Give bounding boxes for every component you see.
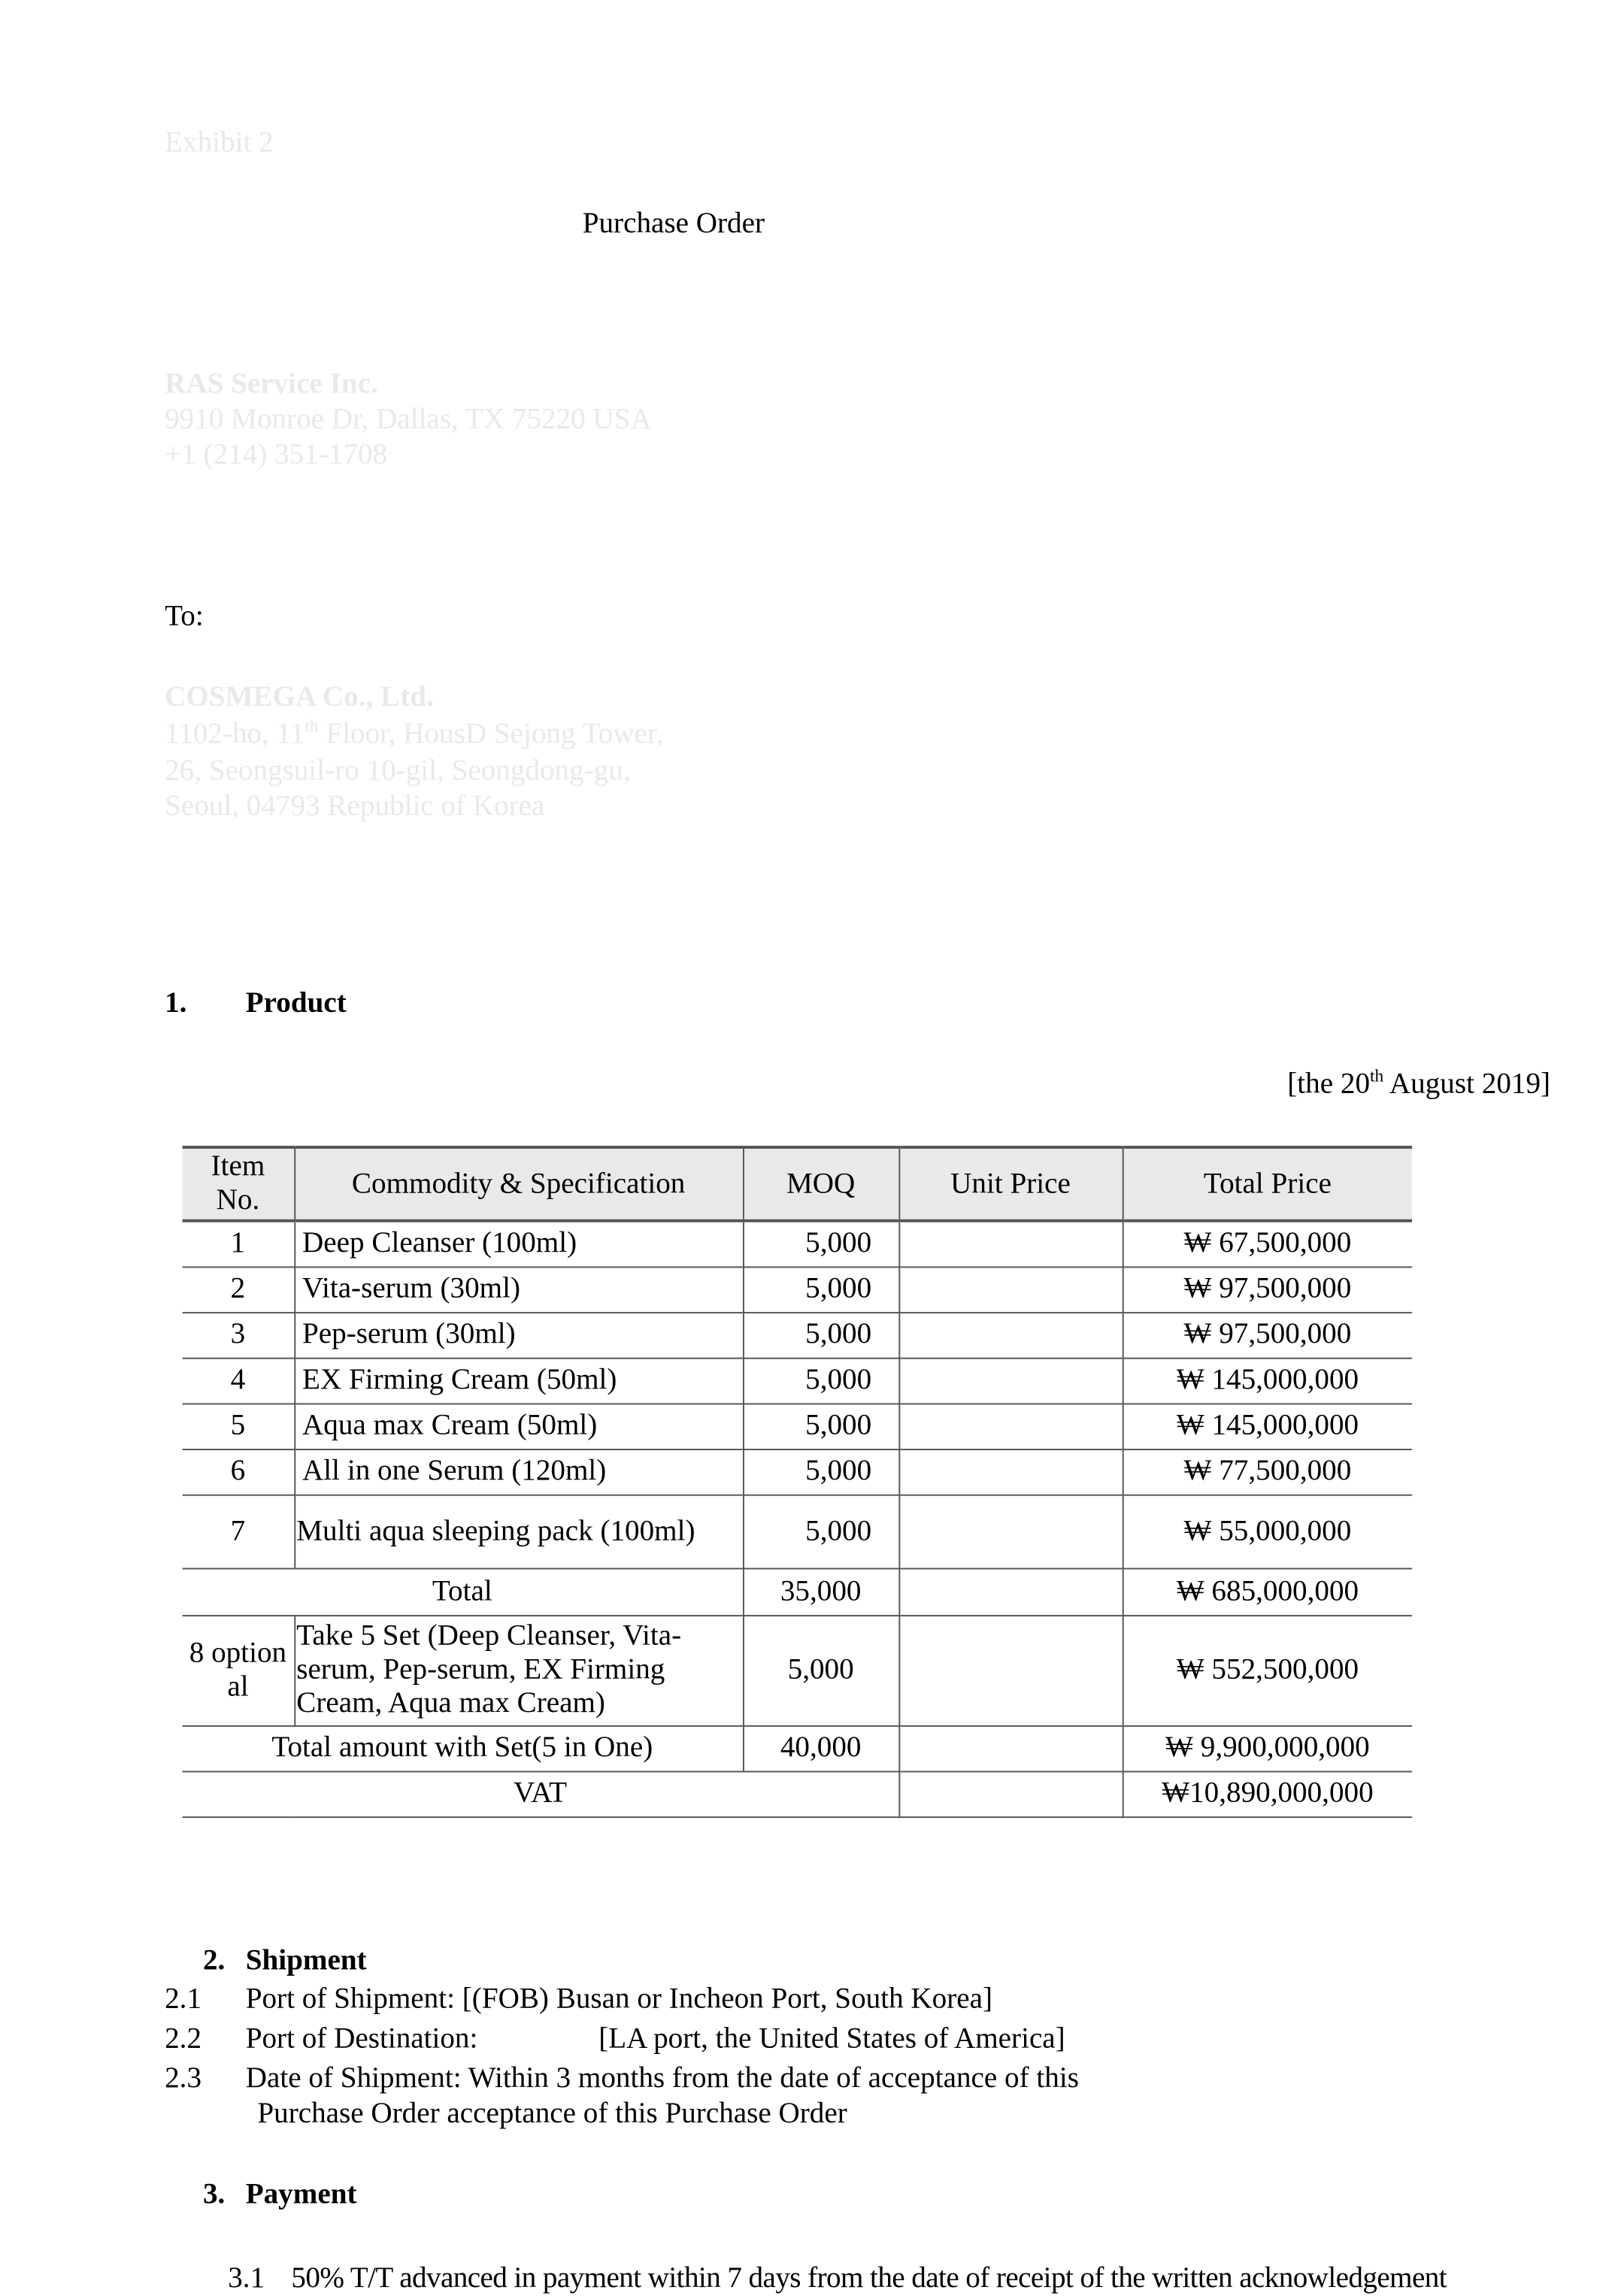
order-date: [the 20th August 2019] [1287,1065,1551,1101]
cell-moq: 5,000 [743,1312,898,1358]
shipment-2-3-number: 2.3 [165,2061,202,2095]
section-3-title: Payment [245,2178,357,2211]
cell-item-no: 1 [183,1221,295,1267]
cell-total-price: ₩ 145,000,000 [1123,1403,1412,1449]
shipment-2-2-label: Port of Destination: [245,2022,478,2055]
section-2-title: Shipment [245,1944,367,1977]
sender-address: 9910 Monroe Dr, Dallas, TX 75220 USA [165,403,652,436]
to-label: To: [165,600,204,633]
shipment-2-1-text: Port of Shipment: [(FOB) Busan or Incheon Port, South Korea] [245,1982,993,2016]
cell-total-price: ₩ 77,500,000 [1123,1449,1412,1495]
recipient-address-line2: 26, Seongsuil-ro 10-gil, Seongdong-gu, [165,754,631,787]
cell-item-no: 2 [183,1266,295,1312]
optional-commodity: Take 5 Set (Deep Cleanser, Vita-serum, Pep-serum, EX Firming Cream, Aqua max Cream) [294,1615,743,1725]
cell-total-price: ₩ 55,000,000 [1123,1495,1412,1568]
table-row [183,1221,1413,1267]
cell-item-no: 5 [183,1403,295,1449]
recipient-address-line3: Seoul, 04793 Republic of Korea [165,789,545,822]
cell-commodity: All in one Serum (120ml) [294,1449,743,1495]
optional-item-no: 8 optional [183,1615,295,1725]
cell-unit-price [898,1266,1122,1312]
cell-item-no: 6 [183,1449,295,1495]
sender-phone: +1 (214) 351-1708 [165,438,388,471]
total-set-unit-price [898,1725,1122,1771]
cell-item-no: 4 [183,1358,295,1404]
total-set-moq: 40,000 [743,1725,898,1771]
table-row [183,1312,1413,1358]
table-row [183,1358,1413,1404]
total-set-label: Total amount with Set(5 in One) [183,1725,743,1771]
table-row [183,1495,1413,1568]
cell-item-no: 3 [183,1312,295,1358]
table-row [183,1403,1413,1449]
total-price: ₩ 685,000,000 [1123,1568,1412,1616]
cell-item-no: 7 [183,1495,295,1568]
recipient-name: COSMEGA Co., Ltd. [165,680,434,713]
page-title: Purchase Order [582,207,765,240]
total-set-price: ₩ 9,900,000,000 [1123,1725,1412,1771]
vat-row [183,1771,1413,1817]
cell-total-price: ₩ 97,500,000 [1123,1312,1412,1358]
payment-3-1-text: 50% T/T advanced in payment within 7 days from the date of receipt of the written acknowledgement [291,2261,1447,2294]
optional-row [183,1615,1413,1725]
cell-moq: 5,000 [743,1449,898,1495]
cell-unit-price [898,1221,1122,1267]
sender-name: RAS Service Inc. [165,368,378,401]
table-header-row [183,1147,1413,1221]
cell-commodity: Aqua max Cream (50ml) [294,1403,743,1449]
section-1-number: 1. [165,986,187,1019]
header-total-price: Total Price [1123,1147,1412,1221]
product-table [183,1146,1413,1817]
cell-unit-price [898,1495,1122,1568]
shipment-2-1-number: 2.1 [165,1982,202,2016]
total-set-row [183,1725,1413,1771]
payment-3-1-number: 3.1 [228,2261,265,2294]
total-label: Total [183,1568,743,1616]
section-2-number: 2. [202,1944,226,1977]
header-unit-price: Unit Price [898,1147,1122,1221]
cell-moq: 5,000 [743,1221,898,1267]
cell-commodity: Deep Cleanser (100ml) [294,1221,743,1267]
shipment-2-2-number: 2.2 [165,2022,202,2055]
header-moq: MOQ [743,1147,898,1221]
cell-moq: 5,000 [743,1495,898,1568]
cell-unit-price [898,1312,1122,1358]
cell-total-price: ₩ 67,500,000 [1123,1221,1412,1267]
vat-unit-price [898,1771,1122,1817]
cell-moq: 5,000 [743,1266,898,1312]
cell-moq: 5,000 [743,1358,898,1404]
table-row [183,1449,1413,1495]
cell-commodity: Pep-serum (30ml) [294,1312,743,1358]
total-row [183,1568,1413,1616]
recipient-address-line1: 1102-ho, 11th Floor, HousD Sejong Tower, [165,715,664,750]
header-commodity: Commodity & Specification [294,1147,743,1221]
cell-commodity: Multi aqua sleeping pack (100ml) [294,1495,743,1568]
optional-unit-price [898,1615,1122,1725]
cell-commodity: EX Firming Cream (50ml) [294,1358,743,1404]
cell-unit-price [898,1358,1122,1404]
section-3-number: 3. [202,2178,226,2211]
total-unit-price [898,1568,1122,1616]
optional-total-price: ₩ 552,500,000 [1123,1615,1412,1725]
cell-unit-price [898,1403,1122,1449]
table-row [183,1266,1413,1312]
cell-total-price: ₩ 97,500,000 [1123,1266,1412,1312]
shipment-2-3-text: Date of Shipment: Within 3 months from the date of acceptance of this [245,2061,1079,2095]
total-moq: 35,000 [743,1568,898,1616]
vat-label: VAT [183,1771,899,1817]
cell-unit-price [898,1449,1122,1495]
vat-total: ₩10,890,000,000 [1123,1771,1412,1817]
shipment-2-3-continuation: Purchase Order acceptance of this Purchase Order [257,2097,847,2130]
cell-moq: 5,000 [743,1403,898,1449]
header-item-no: Item No. [183,1147,295,1221]
exhibit-label: Exhibit 2 [165,126,274,159]
section-1-title: Product [245,986,347,1019]
cell-total-price: ₩ 145,000,000 [1123,1358,1412,1404]
cell-commodity: Vita-serum (30ml) [294,1266,743,1312]
optional-moq: 5,000 [743,1615,898,1725]
shipment-2-2-value: [LA port, the United States of America] [598,2022,1065,2055]
